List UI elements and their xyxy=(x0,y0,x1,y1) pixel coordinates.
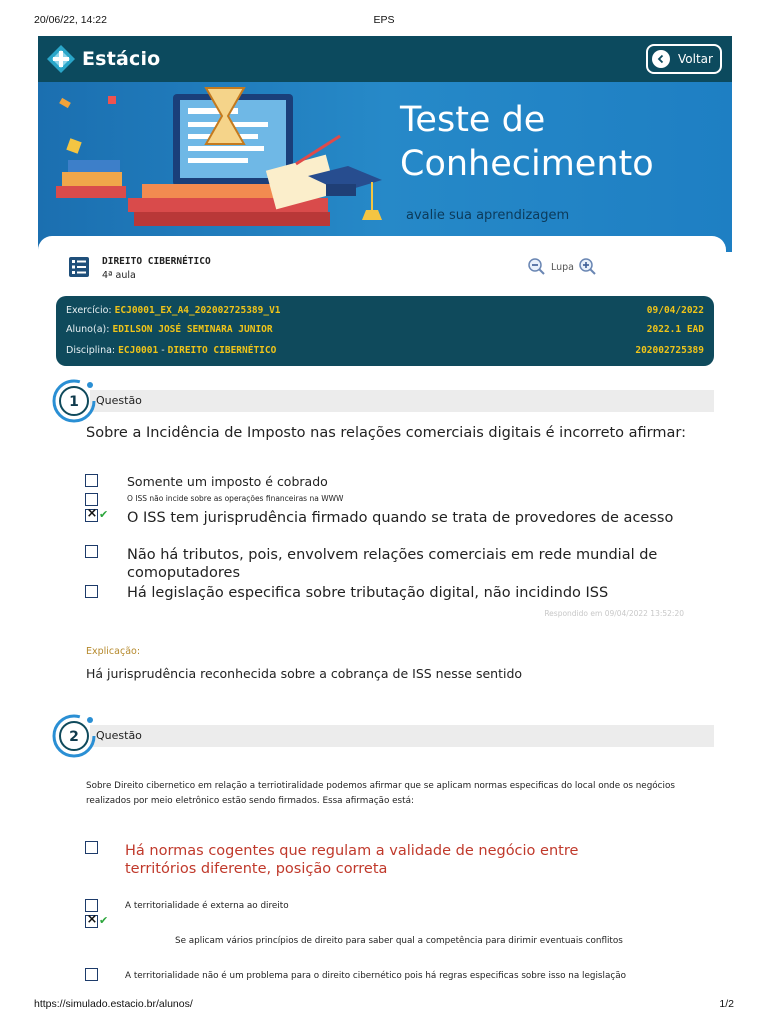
question-1-badge-icon xyxy=(52,379,96,423)
discipline-label: Disciplina: xyxy=(66,345,116,356)
estacio-logo-icon xyxy=(46,44,76,74)
print-header xyxy=(34,14,734,28)
exercise-value: ECJ0001_EX_A4_202002725389_V1 xyxy=(114,305,281,316)
registration-value: 202002725389 xyxy=(635,345,704,356)
brand-name: Estácio xyxy=(82,48,161,70)
q1-option-2-checkbox[interactable] xyxy=(85,493,98,506)
top-bar xyxy=(38,36,732,82)
exercise-info-box xyxy=(56,296,714,366)
q1-option-4-checkbox[interactable] xyxy=(85,545,98,558)
zoom-controls xyxy=(527,257,598,277)
zoom-in-icon[interactable] xyxy=(578,257,598,277)
check-icon: ✔ xyxy=(99,508,109,521)
brand-logo[interactable] xyxy=(46,44,160,74)
q2-option-1-checkbox[interactable] xyxy=(85,841,98,854)
q1-option-1-checkbox[interactable] xyxy=(85,474,98,487)
question-2-bar xyxy=(90,725,714,747)
q1-option-2-text: O ISS não incide sobre as operações financeiras na WWW xyxy=(127,494,344,503)
q1-option-4-text: Não há tributos, pois, envolvem relações comerciais em rede mundial de comoputadores xyxy=(127,547,658,581)
discipline-row xyxy=(66,345,704,359)
discipline-name: DIREITO CIBERNÉTICO xyxy=(167,345,277,356)
document-icon xyxy=(68,256,90,278)
print-url: https://simulado.estacio.br/alunos/ xyxy=(34,998,193,1010)
question-1-bar xyxy=(90,390,714,412)
student-label: Aluno(a): xyxy=(66,324,110,335)
print-datetime: 20/06/22, 14:22 xyxy=(34,14,107,26)
q2-option-2-text: A territorialidade é externa ao direito xyxy=(125,901,289,911)
subject-lesson: 4ª aula xyxy=(102,270,136,281)
q1-option-1-text: Somente um imposto é cobrado xyxy=(127,474,328,489)
question-1-text: Sobre a Incidência de Imposto nas relações comerciais digitais é incorreto afirmar: xyxy=(86,425,686,441)
banner-subtitle: avalie sua aprendizagem xyxy=(406,208,570,223)
q1-option-3-text: O ISS tem jurisprudência firmado quando se trata de provedores de acesso xyxy=(127,510,674,526)
discipline-separator: - xyxy=(158,345,168,356)
banner-title-line1: Teste de xyxy=(400,100,546,140)
q2-option-2-checkbox[interactable] xyxy=(85,899,98,912)
q2-option-4-checkbox[interactable] xyxy=(85,968,98,981)
q2-option-3-checkbox[interactable] xyxy=(85,915,98,928)
zoom-out-icon[interactable] xyxy=(527,257,547,277)
back-button[interactable] xyxy=(646,44,722,74)
question-2-label: Questão xyxy=(96,729,142,742)
student-value: EDILSON JOSÉ SEMINARA JUNIOR xyxy=(112,324,273,335)
banner-title-line2: Conhecimento xyxy=(400,144,654,184)
exercise-label: Exercício: xyxy=(66,305,112,316)
term-value: 2022.1 EAD xyxy=(646,324,704,335)
chevron-left-icon xyxy=(652,50,670,68)
check-icon: ✔ xyxy=(99,914,109,927)
banner-title xyxy=(400,98,654,186)
q2-option-1-text: Há normas cogentes que regulam a validade de negócio entre territórios diferente, posição correta xyxy=(125,843,579,877)
hero-banner xyxy=(38,82,732,252)
explanation-label: Explicação: xyxy=(86,646,141,657)
print-footer xyxy=(34,998,734,1012)
discipline-code: ECJ0001 xyxy=(118,345,159,356)
print-page: 1/2 xyxy=(719,998,734,1010)
q1-option-3-checkbox[interactable] xyxy=(85,509,98,522)
answered-timestamp: Respondido em 09/04/2022 13:52:20 xyxy=(544,609,684,618)
question-2-badge-icon xyxy=(52,714,96,758)
subject-title: DIREITO CIBERNÉTICO xyxy=(102,256,211,267)
question-1-number: 1 xyxy=(69,394,79,410)
q2-option-4-text: A territorialidade não é um problema para o direito cibernético pois há regras especificas sobre isso na legislação xyxy=(125,971,626,981)
explanation-text: Há jurisprudência reconhecida sobre a cobrança de ISS nesse sentido xyxy=(86,666,523,681)
print-title: EPS xyxy=(373,14,395,26)
exercise-row xyxy=(66,305,704,319)
q2-option-3-text: Se aplicam vários princípios de direito para saber qual a competência para dirimir eventuais conflitos xyxy=(175,936,623,946)
q1-option-5-checkbox[interactable] xyxy=(85,585,98,598)
question-2-number: 2 xyxy=(69,729,79,745)
zoom-label: Lupa xyxy=(551,261,574,273)
study-illustration-icon xyxy=(38,82,398,252)
q1-option-5-text: Há legislação especifica sobre tributação digital, não incidindo ISS xyxy=(127,585,609,601)
back-button-label: Voltar xyxy=(678,52,713,66)
exercise-date: 09/04/2022 xyxy=(646,305,704,316)
question-2-text: Sobre Direito cibernetico em relação a terriotiralidade podemos afirmar que se aplicam normas especificas do local onde os negócios realizados por meio eletrônico estão sendo firmados. Essa afirmação está: xyxy=(86,781,675,806)
student-row xyxy=(66,324,704,338)
question-1-label: Questão xyxy=(96,394,142,407)
